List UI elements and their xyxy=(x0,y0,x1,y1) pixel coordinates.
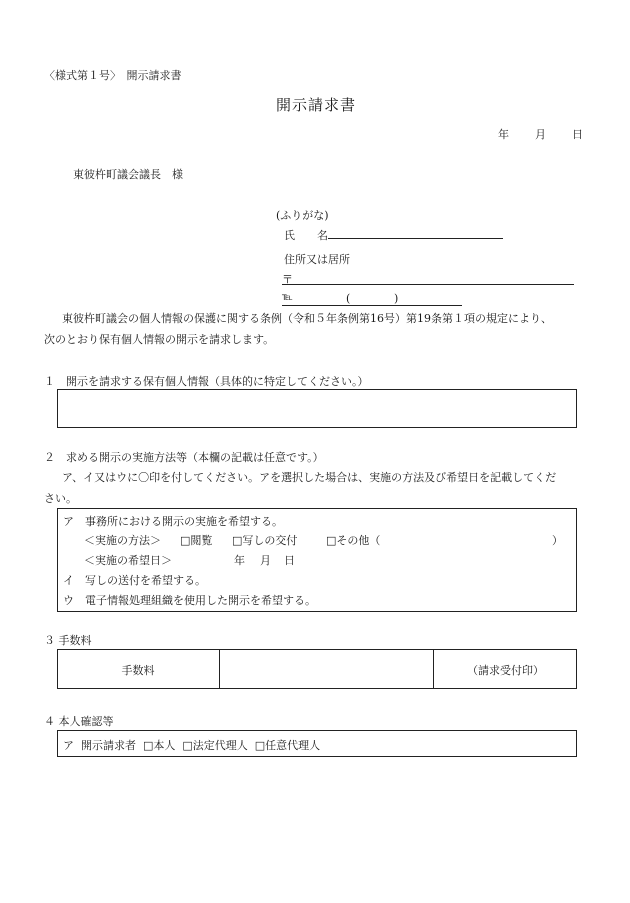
page-title: 開示請求書 xyxy=(276,96,357,114)
stamp-label: （請求受付印） xyxy=(467,664,544,677)
postal-mark: 〒 xyxy=(282,273,293,286)
preferred-day-label: 日 xyxy=(284,554,295,567)
furigana-label: (ふりがな) xyxy=(276,209,329,222)
tel-paren-close: ) xyxy=(394,292,399,305)
address-label: 住所又は居所 xyxy=(284,253,350,266)
name-field[interactable] xyxy=(328,238,503,239)
option-i[interactable]: イ 写しの送付を希望する。 xyxy=(63,574,206,587)
option-a[interactable]: ア 事務所における開示の実施を希望する。 xyxy=(63,515,283,528)
date-label: ＜実施の希望日＞ xyxy=(84,554,172,567)
section4-heading: ４ 本人確認等 xyxy=(44,715,114,728)
section2-note-line-2: さい。 xyxy=(44,492,77,505)
method-other-close: ） xyxy=(552,534,563,547)
section2-heading: ２ 求める開示の実施方法等（本欄の記載は任意です。） xyxy=(44,451,324,464)
form-number-label: 〈様式第１号〉 開示請求書 xyxy=(44,69,182,82)
intro-line-1: 東彼杵町議会の個人情報の保護に関する条例（令和５年条例第16号）第19条第１項の規定により、 xyxy=(62,312,552,325)
tel-label: ℡ xyxy=(282,292,293,303)
section1-heading: １ 開示を請求する保有個人情報（具体的に特定してください。） xyxy=(44,375,369,388)
method-copy-checkbox[interactable]: □写しの交付 xyxy=(232,534,298,547)
name-label: 氏 名 xyxy=(284,229,328,242)
requested-info-box[interactable] xyxy=(57,389,577,428)
intro-line-2: 次のとおり保有個人情報の開示を請求します。 xyxy=(44,333,275,346)
address-field[interactable] xyxy=(282,284,574,285)
method-other-checkbox[interactable]: □その他（ xyxy=(326,534,381,547)
fee-amount-field[interactable] xyxy=(220,650,433,688)
date-day-label: 日 xyxy=(572,128,583,141)
section2-note-line-1: ア、イ又はウに〇印を付してください。アを選択した場合は、実施の方法及び希望日を記載してくだ xyxy=(62,471,557,484)
fee-label: 手数料 xyxy=(121,664,155,677)
method-label: ＜実施の方法＞ xyxy=(84,534,161,547)
method-view-checkbox[interactable]: □閲覧 xyxy=(180,534,213,547)
preferred-month-label: 月 xyxy=(260,554,271,567)
preferred-year-label: 年 xyxy=(234,554,245,567)
identity-row[interactable]: ア 開示請求者 □本人 □法定代理人 □任意代理人 xyxy=(63,739,321,752)
tel-field[interactable] xyxy=(282,305,462,306)
addressee: 東彼杵町議会議長 様 xyxy=(73,168,183,181)
tel-paren-open: ( xyxy=(346,292,351,305)
date-month-label: 月 xyxy=(535,128,546,141)
date-year-label: 年 xyxy=(498,128,509,141)
section3-heading: ３ 手数料 xyxy=(44,634,92,647)
option-u[interactable]: ウ 電子情報処理組織を使用した開示を希望する。 xyxy=(63,594,316,607)
